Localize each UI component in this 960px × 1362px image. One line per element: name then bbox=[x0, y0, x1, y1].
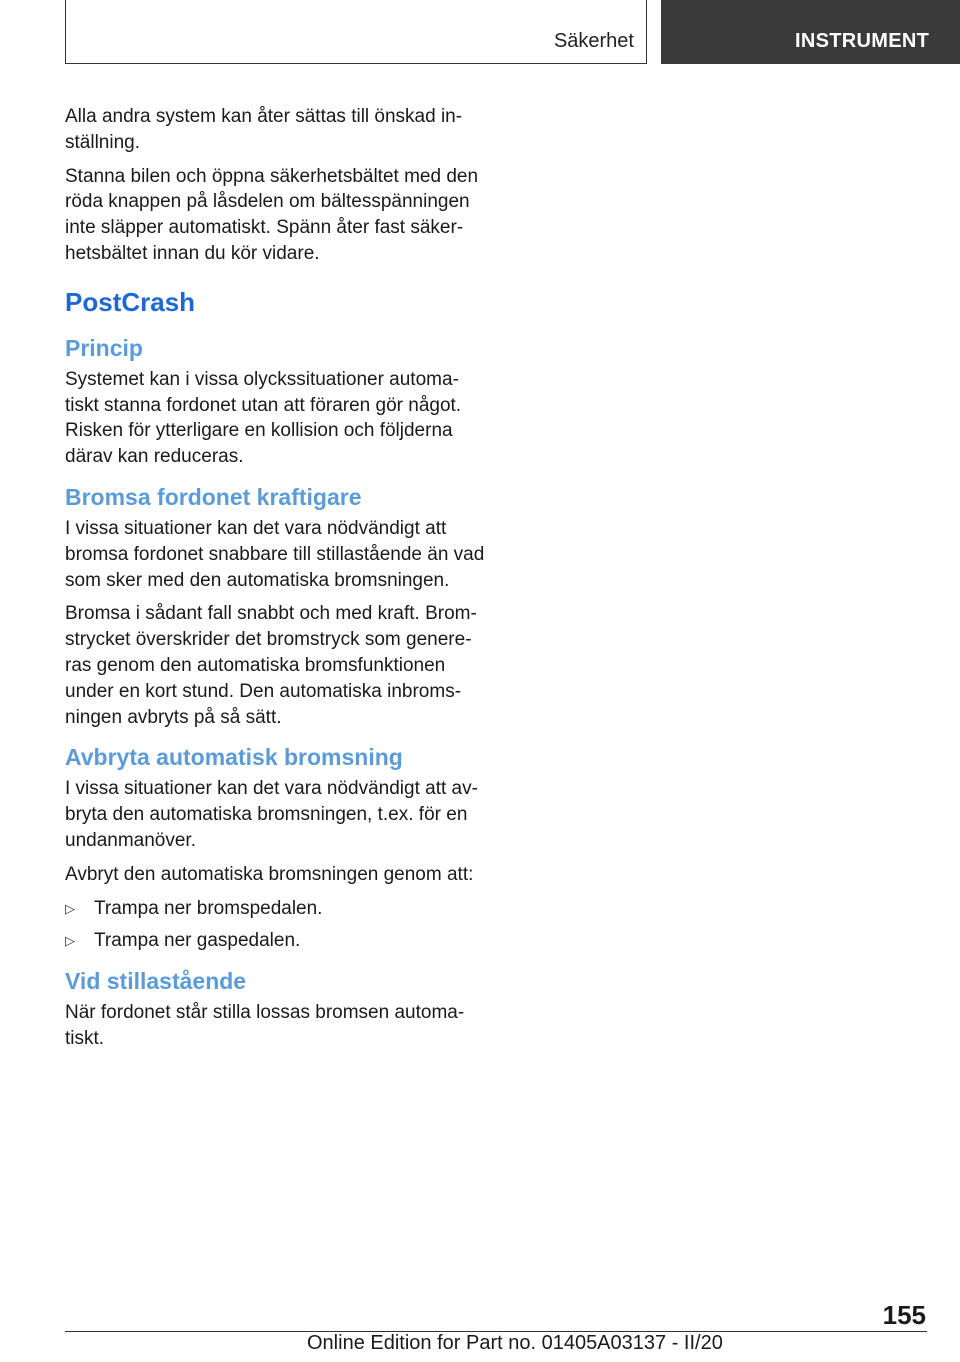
main-content bbox=[65, 104, 485, 1060]
postcrash-heading: PostCrash bbox=[65, 286, 196, 317]
triangle-bullet-icon: ▷ bbox=[65, 933, 75, 949]
edition-text: Online Edition for Part no. 01405A03137 - II/20 bbox=[307, 1332, 723, 1354]
list-item bbox=[65, 928, 485, 954]
list-item-text: Trampa ner bromspedalen. bbox=[94, 897, 323, 919]
header-section-box bbox=[65, 0, 647, 64]
list-item bbox=[65, 896, 485, 922]
cancel-braking-heading: Avbryta automatisk bromsning bbox=[65, 744, 403, 771]
brake-harder-heading: Bromsa fordonet kraftigare bbox=[65, 483, 362, 510]
section-title: Säkerhet bbox=[553, 30, 634, 52]
intro-paragraph: Alla andra system kan åter sättas till önskad inställning. bbox=[65, 106, 463, 153]
standstill-heading: Vid stillastående bbox=[65, 968, 247, 995]
principle-heading: Princip bbox=[65, 334, 143, 361]
brake-harder-paragraph: I vissa situationer kan det vara nödvändigt att bromsa fordonet snabbare till stillastående än vad som sker med den automatiska bromsningen. bbox=[65, 517, 485, 591]
cancel-braking-list bbox=[65, 896, 485, 955]
brake-harder-paragraph: Bromsa i sådant fall snabbt och med kraft. Bromstrycket överskrider det bromstryck som genereras genom den automatiska bromsfunktionen under en kort stund. Den automatiska inbromsningen avbryts på så sätt. bbox=[65, 603, 477, 728]
page-number: 155 bbox=[882, 1300, 926, 1330]
cancel-braking-paragraph: Avbryt den automatiska bromsningen genom att: bbox=[65, 863, 474, 885]
intro-paragraph: Stanna bilen och öppna säkerhetsbältet med den röda knappen på låsdelen om bältesspänningen inte släpper automatiskt. Spänn åter fast säkerhetsbältet innan du kör vidare. bbox=[65, 165, 479, 264]
triangle-bullet-icon: ▷ bbox=[65, 900, 75, 916]
chapter-title: INSTRUMENT bbox=[795, 30, 930, 52]
list-item-text: Trampa ner gaspedalen. bbox=[94, 930, 301, 952]
standstill-paragraph: När fordonet står stilla lossas bromsen automatiskt. bbox=[65, 1002, 465, 1049]
principle-paragraph: Systemet kan i vissa olyckssituationer automatiskt stanna fordonet utan att föraren gör något. Risken för ytterligare en kollision och följderna därav kan reduceras. bbox=[65, 368, 462, 468]
chapter-tab bbox=[661, 0, 960, 64]
cancel-braking-paragraph: I vissa situationer kan det vara nödvändigt att avbryta den automatiska bromsningen, t.ex. för en undanmanöver. bbox=[65, 778, 478, 851]
